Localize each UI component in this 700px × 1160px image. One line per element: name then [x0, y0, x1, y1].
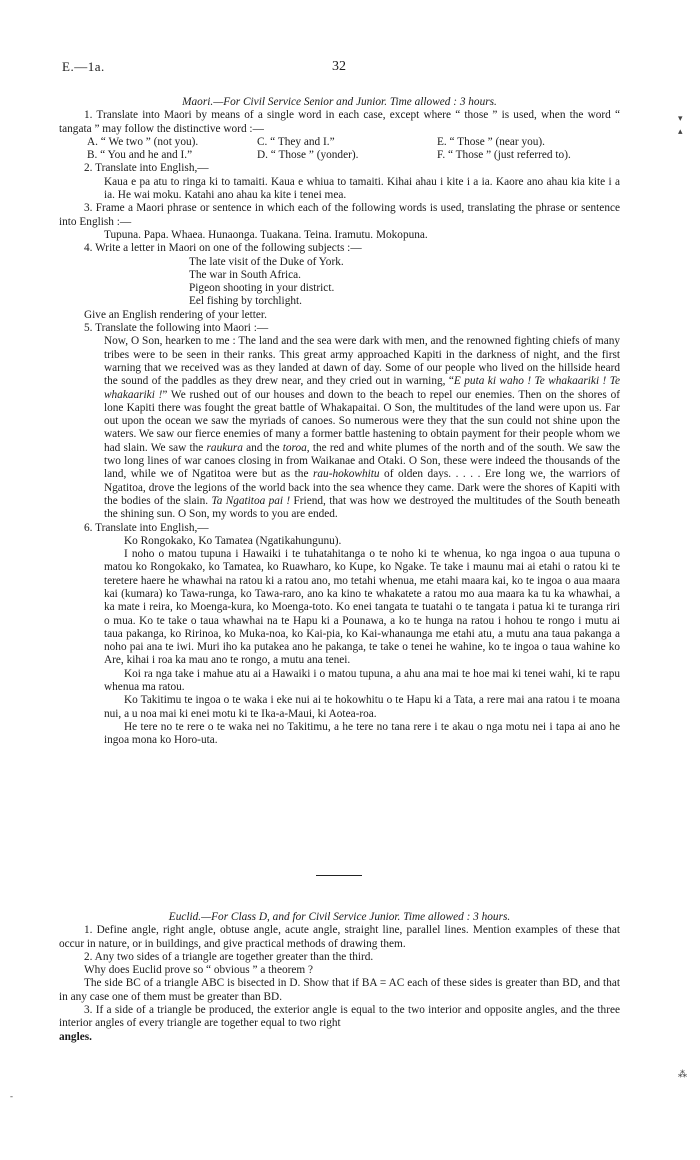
maori-q3-words: Tupuna. Papa. Whaea. Hunaonga. Tuakana. Teina. Iramutu. Mokopuna.	[104, 228, 428, 241]
euclid-section-title: Euclid.—For Class D, and for Civil Service Junior. Time allowed : 3 hours.	[168, 911, 511, 923]
subject-item: The war in South Africa.	[189, 268, 301, 281]
maori-q4-instruction: Give an English rendering of your letter.	[84, 308, 267, 321]
page-header	[62, 60, 622, 76]
maori-q6-passage	[59, 535, 620, 748]
q6-paragraph: He tere no te rere o te waka nei no Takitimu, a he tere no tana rere i te akau o nga motu nei i tapa ai ano he ingoa mona ko Horo-uta.	[104, 720, 620, 747]
euclid-question-2-follow: Why does Euclid prove so “ obvious ” a theorem ?	[84, 964, 314, 977]
option-c: C. “ They and I.”	[257, 135, 335, 148]
maori-section-title: Maori.—For Civil Service Senior and Junior. Time allowed : 3 hours.	[182, 96, 497, 108]
margin-mark-left: -	[10, 1091, 13, 1101]
maori-q1-options	[59, 136, 620, 163]
maori-question-1: 1. Translate into Maori by means of a single word in each case, except where “ those ” is used, when the word “ tangata ” may follow the distinctive word :—	[59, 109, 620, 135]
q6-paragraph: Ko Takitimu te ingoa o te waka i eke nui ai te hokowhitu o te Hapu ki a Tata, a rere mai ana ratou i te moana nui, a u noa mai ki enei motu ki te Ika-a-Maui, ki Aotea-roa.	[104, 694, 620, 720]
maori-question-2: 2. Translate into English,—	[84, 162, 209, 175]
maori-question-5: 5. Translate the following into Maori :—	[84, 322, 269, 335]
euclid-question-2-rider: The side BC of a triangle ABC is bisected in D. Show that if BA = AC each of these sides is greater than BD, and that in any case one of them must be greater than BD.	[59, 977, 620, 1003]
maori-q4-subjects	[59, 256, 620, 309]
option-a: A. “ We two ” (not you).	[87, 135, 199, 148]
maori-section	[59, 96, 620, 748]
option-e: E. “ Those ” (near you).	[437, 135, 546, 148]
q6-title: Ko Rongokako, Ko Tamatea (Ngatikahungunu).	[124, 534, 342, 547]
margin-mark-bottom: ⁂	[678, 1069, 687, 1079]
maori-question-4: 4. Write a letter in Maori on one of the following subjects :—	[84, 242, 362, 255]
document-reference: E.—1a.	[62, 59, 105, 74]
option-d: D. “ Those ” (yonder).	[257, 149, 359, 162]
option-b: B. “ You and he and I.”	[87, 149, 193, 162]
subject-item: Pigeon shooting in your district.	[189, 282, 335, 295]
section-divider	[316, 875, 362, 876]
subject-item: The late visit of the Duke of York.	[189, 255, 344, 268]
q6-paragraph: I noho o matou tupuna i Hawaiki i te tuhatahitanga o te noho ki te whenua, ko nga ingoa o aua tupuna o matou ko Rongokako, ko Tamatea, ko Ruawharo, ko Kupe, ko Ngake. Te take i maunu mai ai etahi o ratou ki te teretere haere he whawhai na ratou ki a ratou ano, mo tetahi whenua, me etahi maara kai, ko te ingoa o aua maara kai (kumara) ko Tawa-runga, ko Tawa-raro, ano ka kino te whakatete a ratou mo aua maara ka tu ka whawhai, a ka mate i reira, ko Moenga-kura, ko Moenga-toto. Ko enei tangata te tuatahi o te tangata i patua ki te turanga riri o mua. Ko te take o taua whawhai na te Hapu ki a Pounawa, a ko te hunga na ratou i hohou te rongo i mutu ai taua pakanga, ko Ririnoa, ko Muka-noa, ko Kai-pia, ko Kai-whanaunga me etahi atu, a mutu ana taua pakanga a noho pai ana te iwi. Muri iho ka putakea ano he pakanga, te take o tenei he wahine, ko te ingoa o taua wahine ko Are, kihai i roa ka mau ano te rongo, a mutu ana tenei.	[104, 548, 620, 667]
euclid-question-1: 1. Define angle, right angle, obtuse angle, acute angle, straight line, parallel lines. Mention examples of these that occur in nature, or in buildings, and give practical methods of drawing them.	[59, 924, 620, 950]
maori-question-6: 6. Translate into English,—	[84, 521, 209, 534]
margin-mark-top: ▾ ▴	[678, 113, 683, 137]
maori-question-3: 3. Frame a Maori phrase or sentence in which each of the following words is used, translating the phrase or sentence into English :—	[59, 202, 620, 228]
option-f: F. “ Those ” (just referred to).	[437, 149, 571, 162]
maori-q5-passage: Now, O Son, hearken to me : The land and the sea were dark with men, and the renowned fighting chiefs of many tribes were to be seen in their ranks. This great army approached Kapiti in the darkness of night, and the first warning that we received was as they landed at dawn of day. Some of our people who lived on the hillside heard the sound of the paddles as they drew near, and they cried out in warning, “E puta ki waho ! Te whakaariki ! Te whakaariki !” We rushed out of our houses and down to the beach to repel our enemies. Then on the shores of lone Kapiti there was fought the great battle of Whakapaitai. O Son, the multitudes of the land were upon us. Far out upon the ocean we saw the myriads of canoes. So numerous were they that the sun could not shine upon the waters. We saw our fierce enemies of many a former battle hastening to obtain payment for their people whom we had slain. We saw the raukura and the toroa, the red and white plumes of the north and of the south. We saw the two long lines of war canoes closing in from Waikanae and Otaki. O Son, these were indeed the thousands of the land, while we of Ngatitoa were but as the rau-hokowhitu of olden days. . . . . Ere long we, the warriors of Ngatitoa, drove the legions of the world back into the sea whence they came. Dark were the shores of Kapiti with the bodies of the slain. Ta Ngatitoa pai ! Friend, that was how we destroyed the multitudes of the South beneath the shining sun. O Son, my words to you are ended.	[104, 335, 621, 521]
euclid-question-2: 2. Any two sides of a triangle are together greater than the third.	[84, 950, 374, 963]
subject-item: Eel fishing by torchlight.	[189, 295, 302, 308]
euclid-question-3: 3. If a side of a triangle be produced, the exterior angle is equal to the two interior and opposite angles, and the three interior angles of every triangle are together equal to two right	[59, 1004, 620, 1030]
maori-q2-text: Kaua e pa atu to ringa ki to tamaiti. Kaua e whiua to tamaiti. Kihai ahau i kite i a ia. Kaore ano ahau kia kite i a ia. He wai moku. Katahi ano ahau ka kite i tenei mea.	[104, 175, 620, 202]
q6-paragraph: Koi ra nga take i mahue atu ai a Hawaiki i o matou tupuna, a ahu ana mai te hoe mai ki tenei wahi, ki te rapu whenua ma ratou.	[104, 667, 620, 694]
euclid-question-3-end: angles.	[59, 1030, 92, 1043]
euclid-section	[59, 911, 620, 1044]
page-number: 32	[332, 59, 346, 74]
